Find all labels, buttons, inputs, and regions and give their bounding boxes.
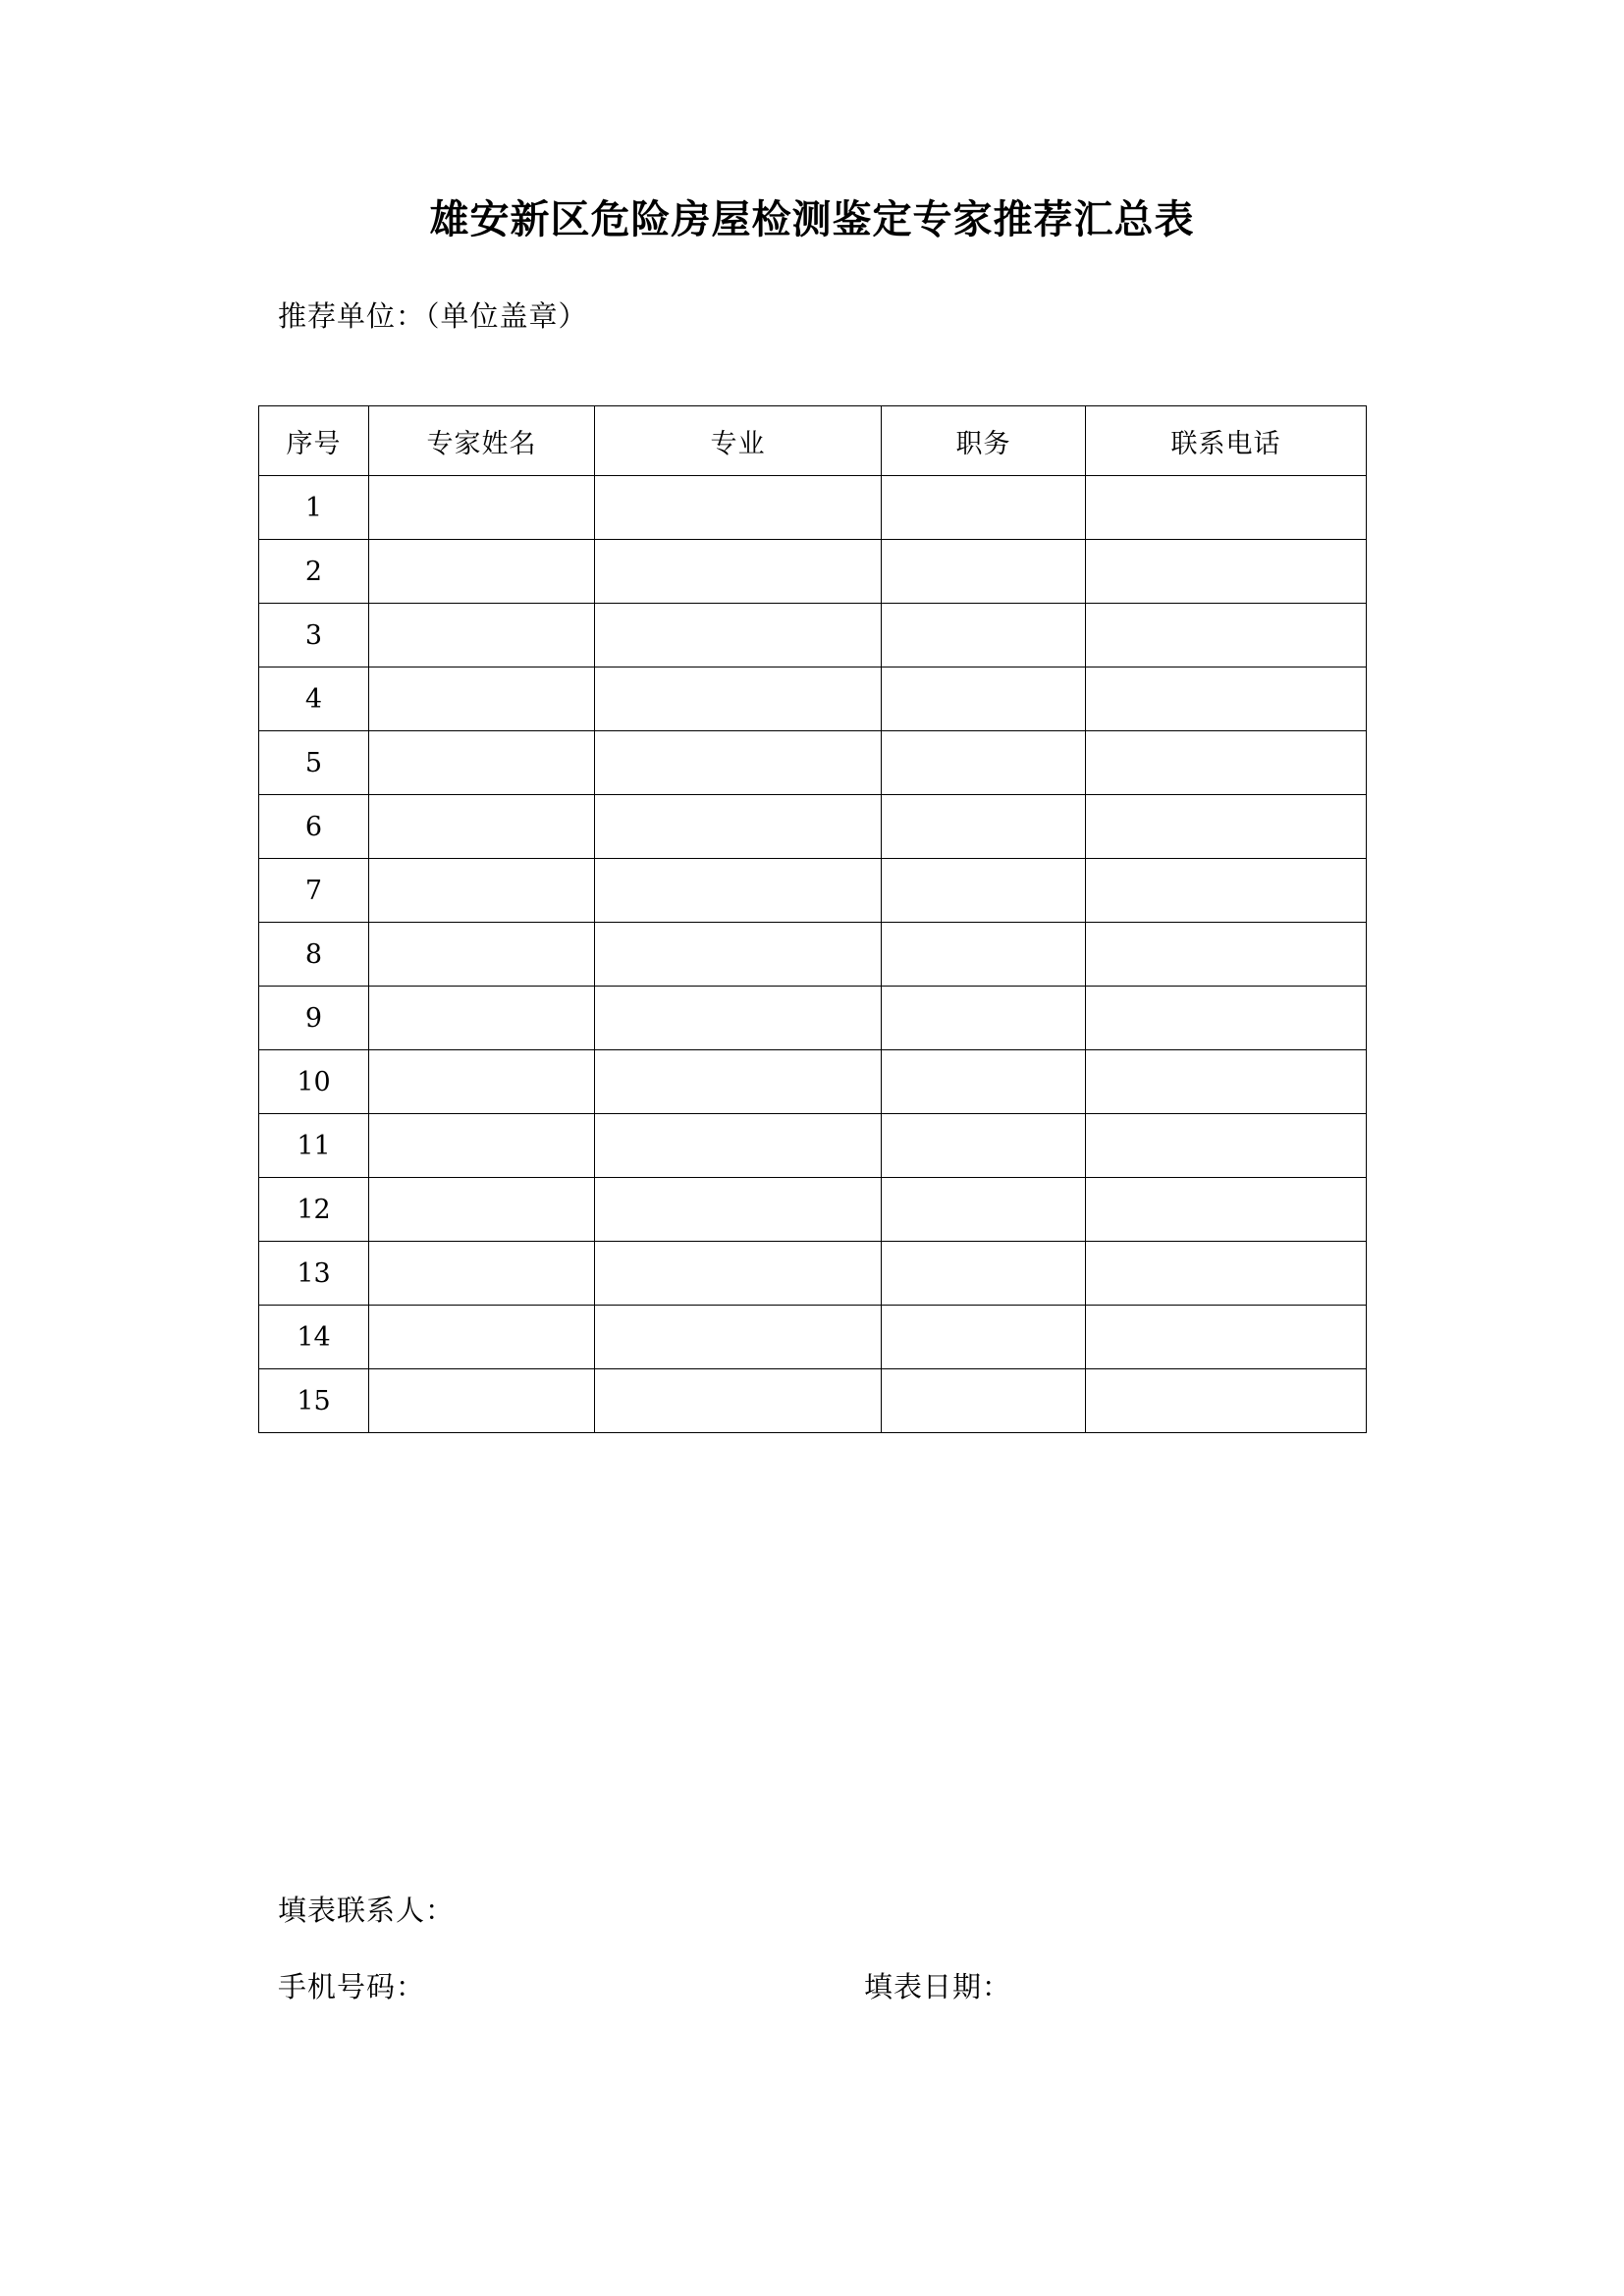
- cell-name[interactable]: [369, 667, 595, 731]
- table-row: [259, 667, 1367, 731]
- cell-post[interactable]: [882, 1178, 1086, 1242]
- cell-name[interactable]: [369, 731, 595, 795]
- cell-major[interactable]: [595, 476, 882, 540]
- form-date-label: 填表日期：: [864, 1970, 1012, 2003]
- cell-post[interactable]: [882, 476, 1086, 540]
- cell-index: 2: [259, 540, 369, 604]
- cell-major[interactable]: [595, 1050, 882, 1114]
- cell-index: 13: [259, 1242, 369, 1306]
- column-header-major: 专业: [595, 406, 882, 476]
- table-header-row: [259, 406, 1367, 476]
- cell-major[interactable]: [595, 1306, 882, 1369]
- table-row: [259, 540, 1367, 604]
- cell-post[interactable]: [882, 604, 1086, 667]
- cell-name[interactable]: [369, 923, 595, 987]
- cell-phone[interactable]: [1086, 923, 1367, 987]
- table-body: [259, 476, 1367, 1433]
- page-title: 雄安新区危险房屋检测鉴定专家推荐汇总表: [429, 196, 1195, 242]
- cell-post[interactable]: [882, 1114, 1086, 1178]
- cell-phone[interactable]: [1086, 476, 1367, 540]
- table-row: [259, 731, 1367, 795]
- cell-phone[interactable]: [1086, 859, 1367, 923]
- cell-major[interactable]: [595, 667, 882, 731]
- cell-post[interactable]: [882, 1050, 1086, 1114]
- cell-name[interactable]: [369, 540, 595, 604]
- cell-index: 8: [259, 923, 369, 987]
- cell-phone[interactable]: [1086, 1369, 1367, 1433]
- form-mobile-label: 手机号码：: [278, 1970, 426, 2003]
- cell-index: 5: [259, 731, 369, 795]
- cell-name[interactable]: [369, 1050, 595, 1114]
- cell-major[interactable]: [595, 604, 882, 667]
- cell-phone[interactable]: [1086, 604, 1367, 667]
- column-header-name: 专家姓名: [369, 406, 595, 476]
- cell-phone[interactable]: [1086, 987, 1367, 1050]
- cell-name[interactable]: [369, 1178, 595, 1242]
- cell-major[interactable]: [595, 1114, 882, 1178]
- cell-index: 6: [259, 795, 369, 859]
- cell-name[interactable]: [369, 1306, 595, 1369]
- cell-post[interactable]: [882, 923, 1086, 987]
- cell-index: 15: [259, 1369, 369, 1433]
- cell-post[interactable]: [882, 667, 1086, 731]
- column-header-index: 序号: [259, 406, 369, 476]
- cell-index: 11: [259, 1114, 369, 1178]
- cell-name[interactable]: [369, 1114, 595, 1178]
- cell-major[interactable]: [595, 795, 882, 859]
- cell-phone[interactable]: [1086, 1050, 1367, 1114]
- cell-name[interactable]: [369, 1369, 595, 1433]
- cell-major[interactable]: [595, 1242, 882, 1306]
- cell-name[interactable]: [369, 1242, 595, 1306]
- cell-major[interactable]: [595, 987, 882, 1050]
- table-row: [259, 923, 1367, 987]
- cell-phone[interactable]: [1086, 731, 1367, 795]
- expert-recommendation-table: [258, 405, 1367, 1433]
- table-row: [259, 476, 1367, 540]
- cell-name[interactable]: [369, 476, 595, 540]
- table-row: [259, 1178, 1367, 1242]
- table-row: [259, 1369, 1367, 1433]
- cell-post[interactable]: [882, 1242, 1086, 1306]
- cell-name[interactable]: [369, 604, 595, 667]
- cell-post[interactable]: [882, 859, 1086, 923]
- cell-post[interactable]: [882, 731, 1086, 795]
- cell-major[interactable]: [595, 1178, 882, 1242]
- cell-major[interactable]: [595, 540, 882, 604]
- cell-phone[interactable]: [1086, 795, 1367, 859]
- cell-major[interactable]: [595, 859, 882, 923]
- cell-index: 4: [259, 667, 369, 731]
- cell-post[interactable]: [882, 987, 1086, 1050]
- table-row: [259, 1306, 1367, 1369]
- cell-major[interactable]: [595, 1369, 882, 1433]
- cell-phone[interactable]: [1086, 1306, 1367, 1369]
- table-row: [259, 795, 1367, 859]
- cell-index: 9: [259, 987, 369, 1050]
- cell-index: 1: [259, 476, 369, 540]
- cell-post[interactable]: [882, 795, 1086, 859]
- table-row: [259, 859, 1367, 923]
- cell-post[interactable]: [882, 1306, 1086, 1369]
- cell-post[interactable]: [882, 540, 1086, 604]
- table-row: [259, 1242, 1367, 1306]
- cell-index: 10: [259, 1050, 369, 1114]
- cell-phone[interactable]: [1086, 1178, 1367, 1242]
- column-header-post: 职务: [882, 406, 1086, 476]
- cell-major[interactable]: [595, 731, 882, 795]
- cell-phone[interactable]: [1086, 1114, 1367, 1178]
- cell-name[interactable]: [369, 859, 595, 923]
- recommending-unit-label: 推荐单位：（单位盖章）: [278, 299, 588, 333]
- cell-phone[interactable]: [1086, 1242, 1367, 1306]
- cell-index: 12: [259, 1178, 369, 1242]
- cell-phone[interactable]: [1086, 540, 1367, 604]
- table-row: [259, 987, 1367, 1050]
- table-row: [259, 1114, 1367, 1178]
- cell-post[interactable]: [882, 1369, 1086, 1433]
- column-header-phone: 联系电话: [1086, 406, 1367, 476]
- table-row: [259, 1050, 1367, 1114]
- cell-index: 14: [259, 1306, 369, 1369]
- cell-major[interactable]: [595, 923, 882, 987]
- form-contact-label: 填表联系人：: [278, 1894, 456, 1927]
- cell-index: 7: [259, 859, 369, 923]
- cell-index: 3: [259, 604, 369, 667]
- cell-name[interactable]: [369, 795, 595, 859]
- cell-name[interactable]: [369, 987, 595, 1050]
- cell-phone[interactable]: [1086, 667, 1367, 731]
- table-row: [259, 604, 1367, 667]
